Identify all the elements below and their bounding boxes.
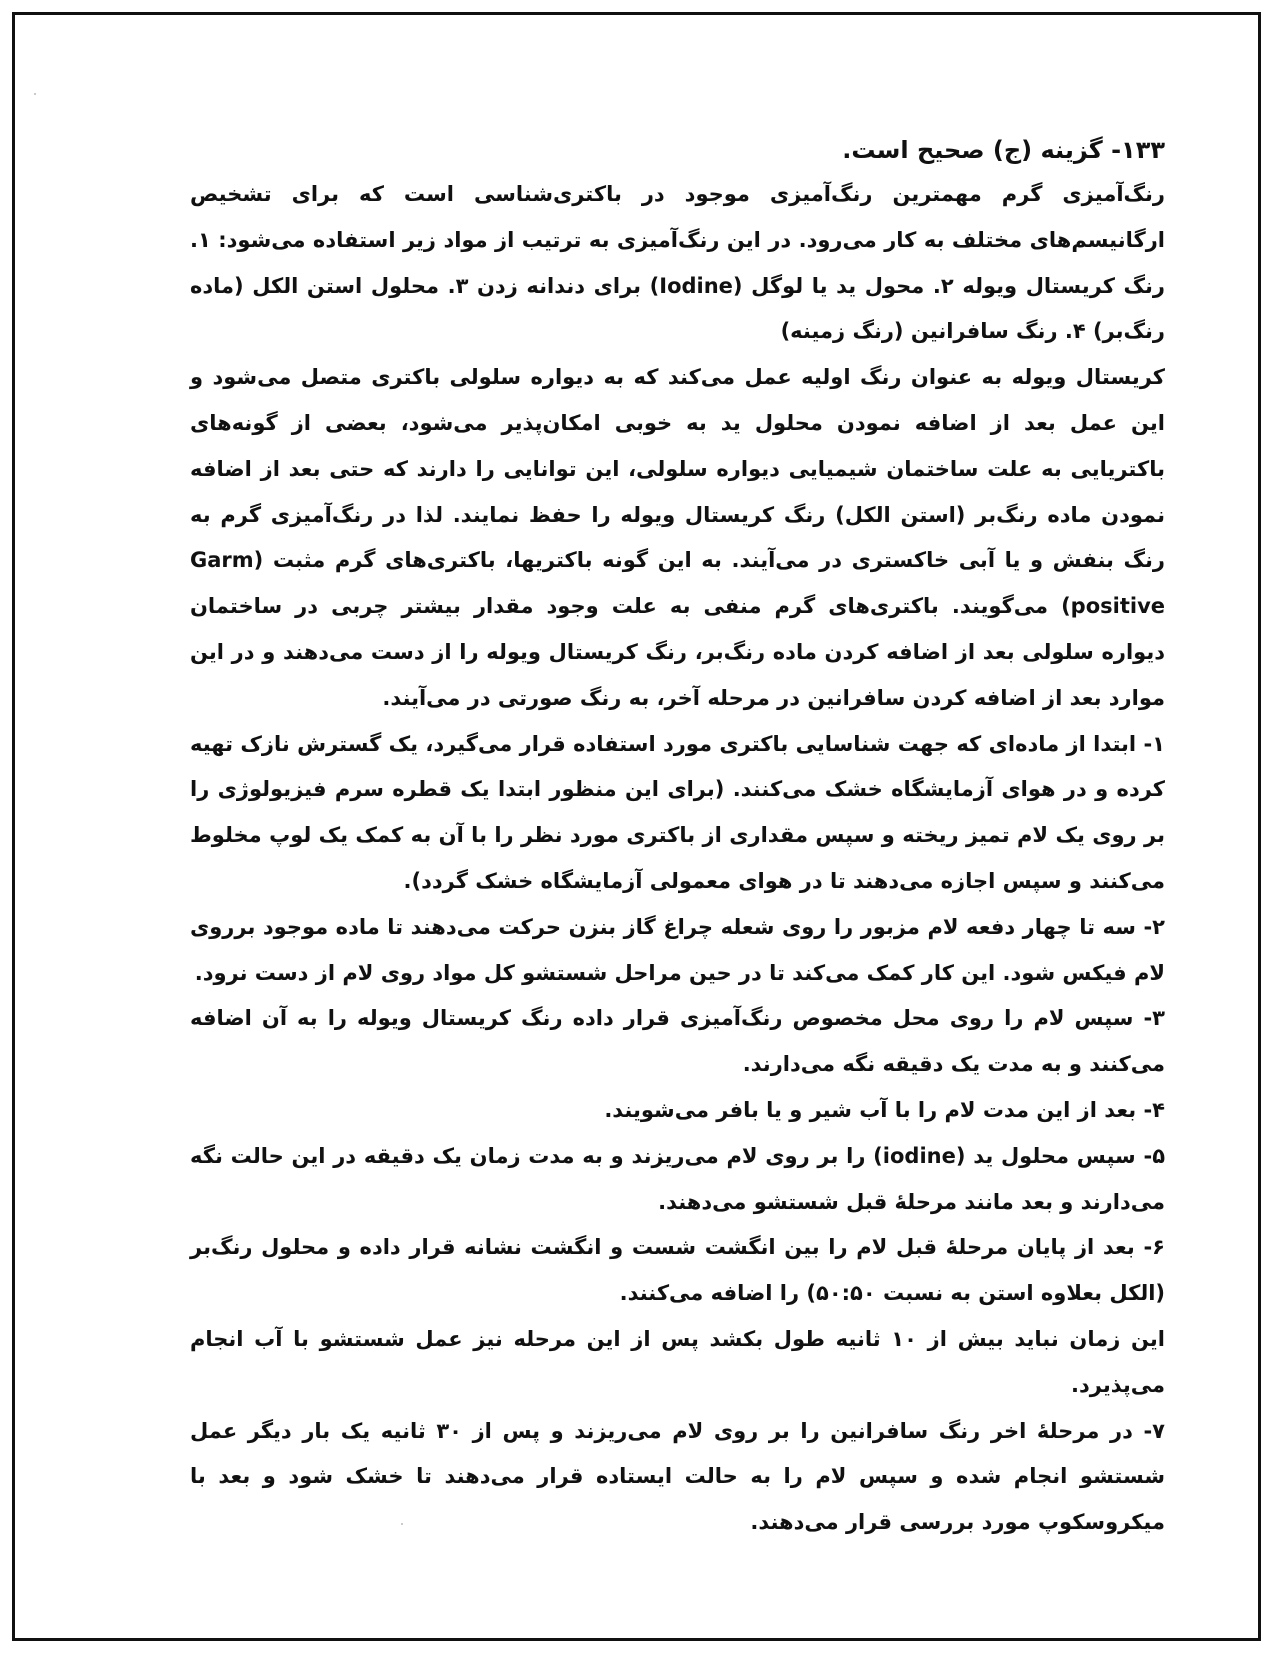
paragraph-step-3: ۳- سپس لام را روی محل مخصوص رنگ‌آمیزی قرار داده رنگ کریستال ویوله را به آن اضافه می‌کنند و به مدت یک دقیقه نگه می‌دارند. <box>190 1006 1165 1077</box>
scan-speck <box>34 93 36 95</box>
paragraph-step-6: ۶- بعد از پایان مرحلهٔ قبل لام را بین انگشت شست و انگشت نشانه قرار داده و محلول رنگ‌بر (الکل بعلاوه استن به نسبت ۵۰:۵۰) را اضافه می‌کنند. <box>190 1235 1165 1306</box>
paragraph-step-4: ۴- بعد از این مدت لام را با آب شیر و یا بافر می‌شویند. <box>604 1097 1165 1122</box>
document-body <box>190 128 1165 1546</box>
paragraph-crystal-violet-mechanism: کریستال ویوله به عنوان رنگ اولیه عمل می‌کند که به دیواره سلولی باکتری متصل می‌شود و این عمل بعد از اضافه نمودن محلول ید به خوبی امکان‌پذیر می‌شود، بعضی از گونه‌های باکتریایی به علت ساختمان شیمیایی دیواره سلولی، این توانایی را دارند که حتی بعد از اضافه نمودن ماده رنگ‌بر (استن الکل) رنگ کریستال ویوله را حفظ نمایند. لذا در رنگ‌آمیزی گرم به رنگ بنفش و یا آبی خاکستری در می‌آیند. به این گونه باکتریها، باکتری‌های گرم مثبت (Garm positive) می‌گویند. باکتری‌های گرم منفی به علت وجود مقدار بیشتر چربی در ساختمان دیواره سلولی بعد از اضافه کردن ماده رنگ‌بر، رنگ کریستال ویوله را از دست می‌دهند و در این موارد بعد از اضافه کردن سافرانین در مرحله آخر، به رنگ صورتی در می‌آیند. <box>190 365 1165 710</box>
paragraph-step-7: ۷- در مرحلهٔ اخر رنگ سافرانین را بر روی لام می‌ریزند و پس از ۳۰ ثانیه یک بار دیگر عمل شستشو انجام شده و سپس لام را به حالت ایستاده قرار می‌دهند تا خشک شود و بعد با میکروسکوپ مورد بررسی قرار می‌دهند. <box>190 1418 1165 1535</box>
paragraph-gram-stain-intro: رنگ‌آمیزی گرم مهمترین رنگ‌آمیزی موجود در باکتری‌شناسی است که برای تشخیص ارگانیسم‌های مختلف به کار می‌رود. در این رنگ‌آمیزی به ترتیب از مواد زیر استفاده می‌شود: ۱. رنگ کریستال ویوله ۲. محول ید یا لوگل (Iodine) برای دندانه زدن ۳. محلول استن الکل (ماده رنگ‌بر) ۴. رنگ سافرانین (رنگ زمینه) <box>190 182 1165 344</box>
answer-heading: ۱۳۳- گزینه (ج) صحیح است. <box>842 136 1165 164</box>
paragraph-step-1: ۱- ابتدا از ماده‌ای که جهت شناسایی باکتری مورد استفاده قرار می‌گیرد، یک گسترش نازک تهیه کرده و در هوای آزمایشگاه خشک می‌کنند. (برای این منظور ابتدا یک قطره سرم فیزیولوژی را بر روی یک لام تمیز ریخته و سپس مقداری از باکتری مورد نظر را با آن به کمک یک لوپ مخلوط می‌کنند و سپس اجازه می‌دهند تا در هوای معمولی آزمایشگاه خشک گردد). <box>190 731 1165 893</box>
paragraph-step-6-note: این زمان نباید بیش از ۱۰ ثانیه طول بکشد پس از این مرحله نیز عمل شستشو با آب انجام می‌پذیرد. <box>190 1326 1165 1397</box>
paragraph-step-2: ۲- سه تا چهار دفعه لام مزبور را روی شعله چراغ گاز بنزن حرکت می‌دهند تا ماده موجود برروی لام فیکس شود. این کار کمک می‌کند تا در حین مراحل شستشو کل مواد روی لام از دست نرود. <box>190 914 1165 985</box>
paragraph-step-5: ۵- سپس محلول ید (iodine) را بر روی لام می‌ریزند و به مدت زمان یک دقیقه در این حالت نگه می‌دارند و بعد مانند مرحلهٔ قبل شستشو می‌دهند. <box>190 1143 1166 1214</box>
